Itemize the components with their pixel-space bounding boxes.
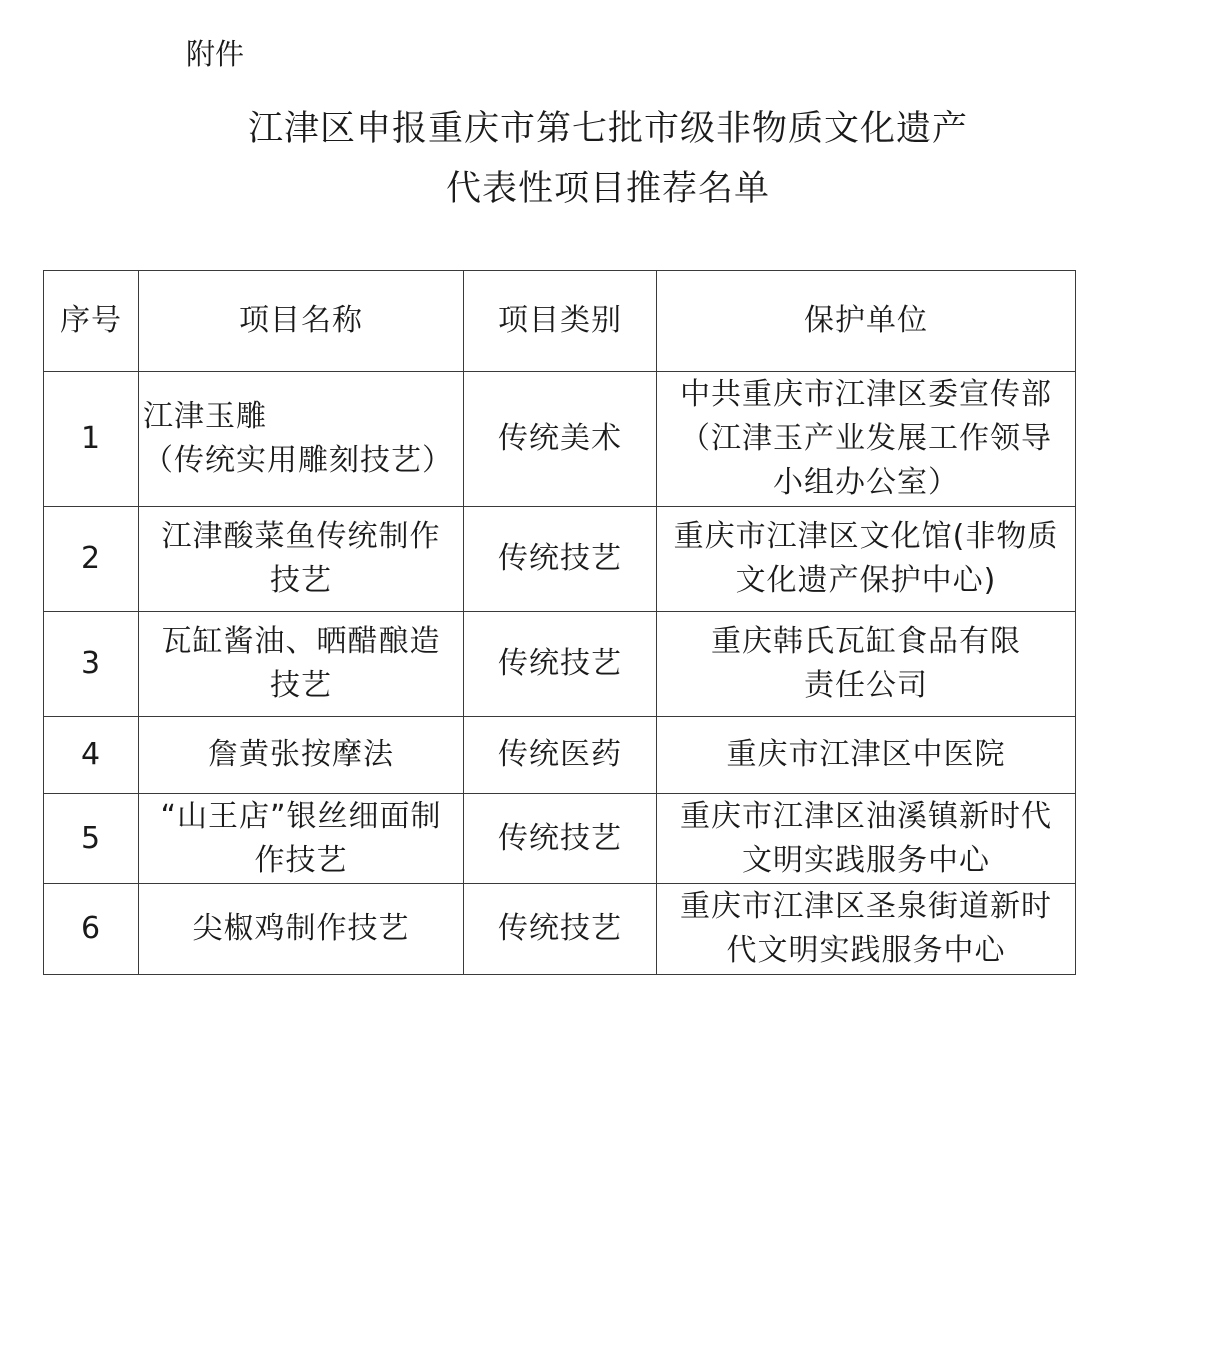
- protection-unit-line: 文明实践服务中心: [742, 842, 990, 878]
- document-title-line-2: 代表性项目推荐名单: [445, 169, 770, 209]
- project-name-line: 江津酸菜鱼传统制作: [161, 519, 441, 554]
- project-category: 传统美术: [464, 372, 657, 507]
- attachment-label: 附件: [186, 37, 245, 71]
- protection-unit-line: 重庆市江津区文化馆(非物质: [673, 519, 1059, 554]
- table-row: [44, 372, 1076, 507]
- document-title-line-1: 江津区申报重庆市第七批市级非物质文化遗产: [247, 109, 968, 149]
- project-name-line: 技艺: [270, 668, 332, 703]
- row-no: 1: [44, 372, 139, 507]
- protection-unit-line: 重庆市江津区油溪镇新时代: [680, 798, 1052, 834]
- row-no: 2: [44, 507, 139, 612]
- table-row: [44, 612, 1076, 717]
- row-no: 5: [44, 794, 139, 884]
- project-name-line: 瓦缸酱油、晒醋酿造: [161, 624, 441, 659]
- project-name: [139, 717, 464, 794]
- project-name: [139, 372, 464, 507]
- project-category: 传统技艺: [464, 794, 657, 884]
- project-name-line: 江津玉雕: [143, 399, 267, 434]
- project-name-line: 技艺: [270, 563, 332, 598]
- project-name-line: 作技艺: [254, 842, 348, 878]
- recommendation-table: [43, 270, 1076, 975]
- row-no: 3: [44, 612, 139, 717]
- protection-unit-line: 代文明实践服务中心: [726, 933, 1006, 968]
- protection-unit-line: 文化遗产保护中心): [735, 563, 997, 598]
- project-name: [139, 794, 464, 884]
- project-category: 传统医药: [464, 717, 657, 794]
- protection-unit: [657, 717, 1076, 794]
- project-category: 传统技艺: [464, 884, 657, 975]
- protection-unit-line: 重庆市江津区圣泉街道新时: [680, 889, 1052, 924]
- header-no: 序号: [44, 271, 139, 372]
- project-name: [139, 612, 464, 717]
- header-protection-unit: 保护单位: [657, 271, 1076, 372]
- row-no: 6: [44, 884, 139, 975]
- header-category: 项目类别: [464, 271, 657, 372]
- protection-unit-line: 中共重庆市江津区委宣传部: [680, 377, 1052, 412]
- protection-unit-line: 责任公司: [804, 668, 928, 703]
- project-category: 传统技艺: [464, 507, 657, 612]
- protection-unit-line: 重庆韩氏瓦缸食品有限: [711, 624, 1021, 659]
- project-name-line: 詹黄张按摩法: [208, 737, 394, 772]
- project-name-line: 尖椒鸡制作技艺: [192, 911, 410, 946]
- protection-unit: [657, 612, 1076, 717]
- project-name: [139, 884, 464, 975]
- table-row: [44, 507, 1076, 612]
- protection-unit: [657, 884, 1076, 975]
- table-row: [44, 794, 1076, 884]
- project-name-line: （传统实用雕刻技艺）: [143, 443, 453, 478]
- table-row: [44, 717, 1076, 794]
- protection-unit: [657, 507, 1076, 612]
- project-name: [139, 507, 464, 612]
- header-project-name: 项目名称: [139, 271, 464, 372]
- protection-unit-line: 小组办公室）: [773, 465, 959, 500]
- protection-unit: [657, 794, 1076, 884]
- row-no: 4: [44, 717, 139, 794]
- protection-unit: [657, 372, 1076, 507]
- table-header-row: [44, 271, 1076, 372]
- protection-unit-line: 重庆市江津区中医院: [726, 737, 1006, 772]
- project-name-line: “山王店”银丝细面制: [160, 798, 442, 834]
- project-category: 传统技艺: [464, 612, 657, 717]
- protection-unit-line: （江津玉产业发展工作领导: [680, 421, 1052, 456]
- table-row: [44, 884, 1076, 975]
